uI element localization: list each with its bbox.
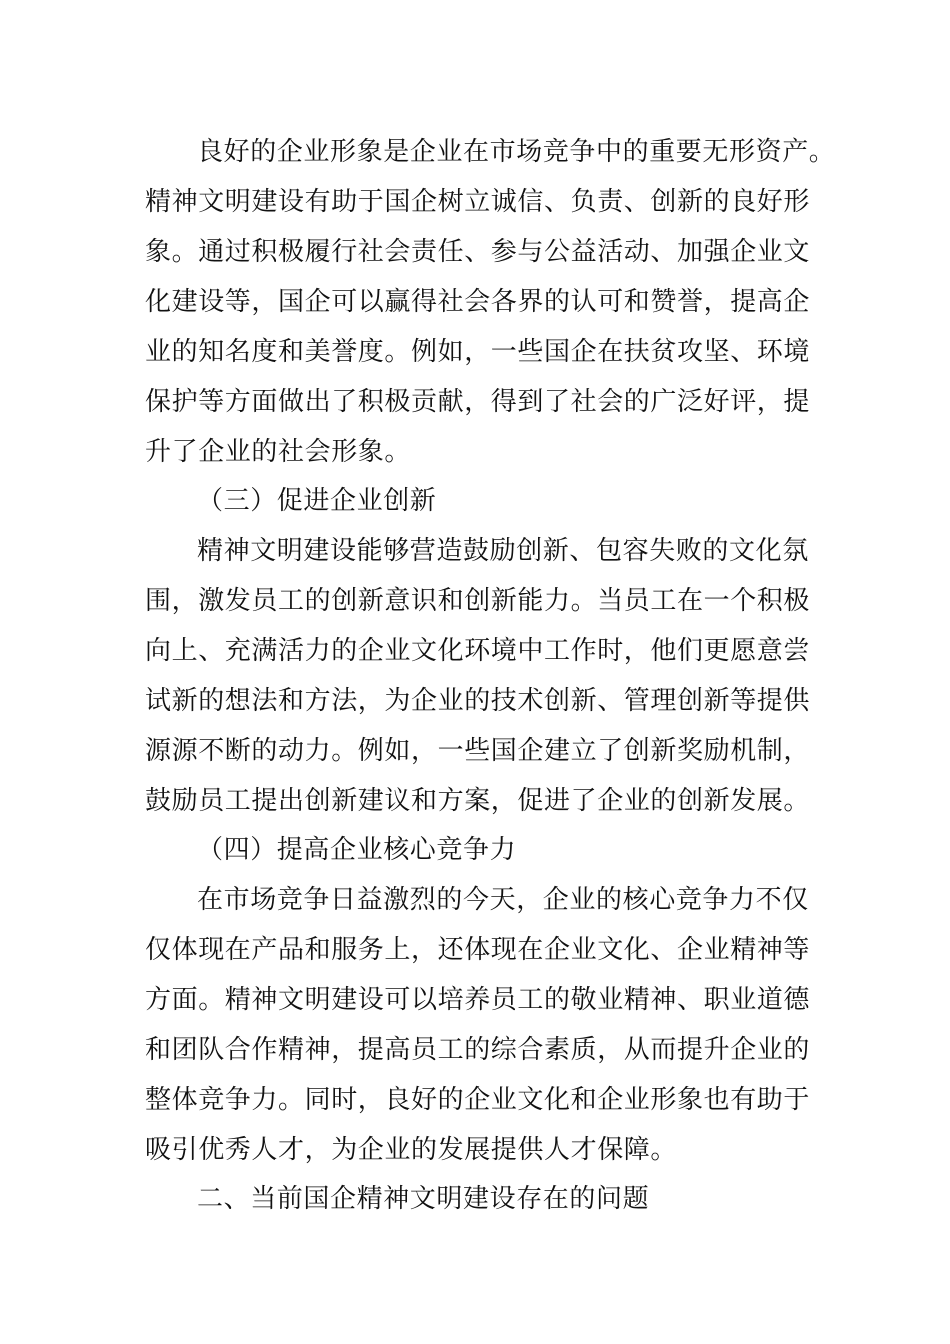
paragraph-line: 方面。精神文明建设可以培养员工的敬业精神、职业道德 bbox=[145, 985, 811, 1015]
paragraph-line: 试新的想法和方法，为企业的技术创新、管理创新等提供 bbox=[145, 686, 811, 716]
paragraph-line: 向上、充满活力的企业文化环境中工作时，他们更愿意尝 bbox=[145, 636, 811, 666]
paragraph-line: 和团队合作精神，提高员工的综合素质，从而提升企业的 bbox=[145, 1035, 811, 1065]
paragraph-line: 整体竞争力。同时，良好的企业文化和企业形象也有助于 bbox=[145, 1085, 811, 1115]
paragraph-line: 象。通过积极履行社会责任、参与公益活动、加强企业文 bbox=[145, 237, 811, 267]
paragraph-line: 业的知名度和美誉度。例如，一些国企在扶贫攻坚、环境 bbox=[145, 337, 811, 367]
paragraph-line: 仅体现在产品和服务上，还体现在企业文化、企业精神等 bbox=[145, 935, 811, 965]
paragraph-first-line: 良好的企业形象是企业在市场竞争中的重要无形资产。 bbox=[197, 137, 836, 167]
paragraph-line: 围，激发员工的创新意识和创新能力。当员工在一个积极 bbox=[145, 586, 811, 616]
paragraph-first-line: 精神文明建设能够营造鼓励创新、包容失败的文化氛 bbox=[197, 536, 809, 566]
chapter-heading: 二、当前国企精神文明建设存在的问题 bbox=[197, 1184, 650, 1214]
paragraph-line: 鼓励员工提出创新建议和方案，促进了企业的创新发展。 bbox=[145, 786, 811, 816]
paragraph-line: 保护等方面做出了积极贡献，得到了社会的广泛好评，提 bbox=[145, 387, 811, 417]
paragraph-line: 吸引优秀人才，为企业的发展提供人才保障。 bbox=[145, 1135, 678, 1165]
section-heading: （三）促进企业创新 bbox=[197, 486, 437, 516]
paragraph-line: 源源不断的动力。例如，一些国企建立了创新奖励机制， bbox=[145, 736, 811, 766]
paragraph-line: 精神文明建设有助于国企树立诚信、负责、创新的良好形 bbox=[145, 187, 811, 217]
paragraph-line: 升了企业的社会形象。 bbox=[145, 437, 412, 467]
section-heading: （四）提高企业核心竞争力 bbox=[197, 835, 517, 865]
paragraph-first-line: 在市场竞争日益激烈的今天，企业的核心竞争力不仅 bbox=[197, 885, 809, 915]
paragraph-line: 化建设等，国企可以赢得社会各界的认可和赞誉，提高企 bbox=[145, 287, 811, 317]
